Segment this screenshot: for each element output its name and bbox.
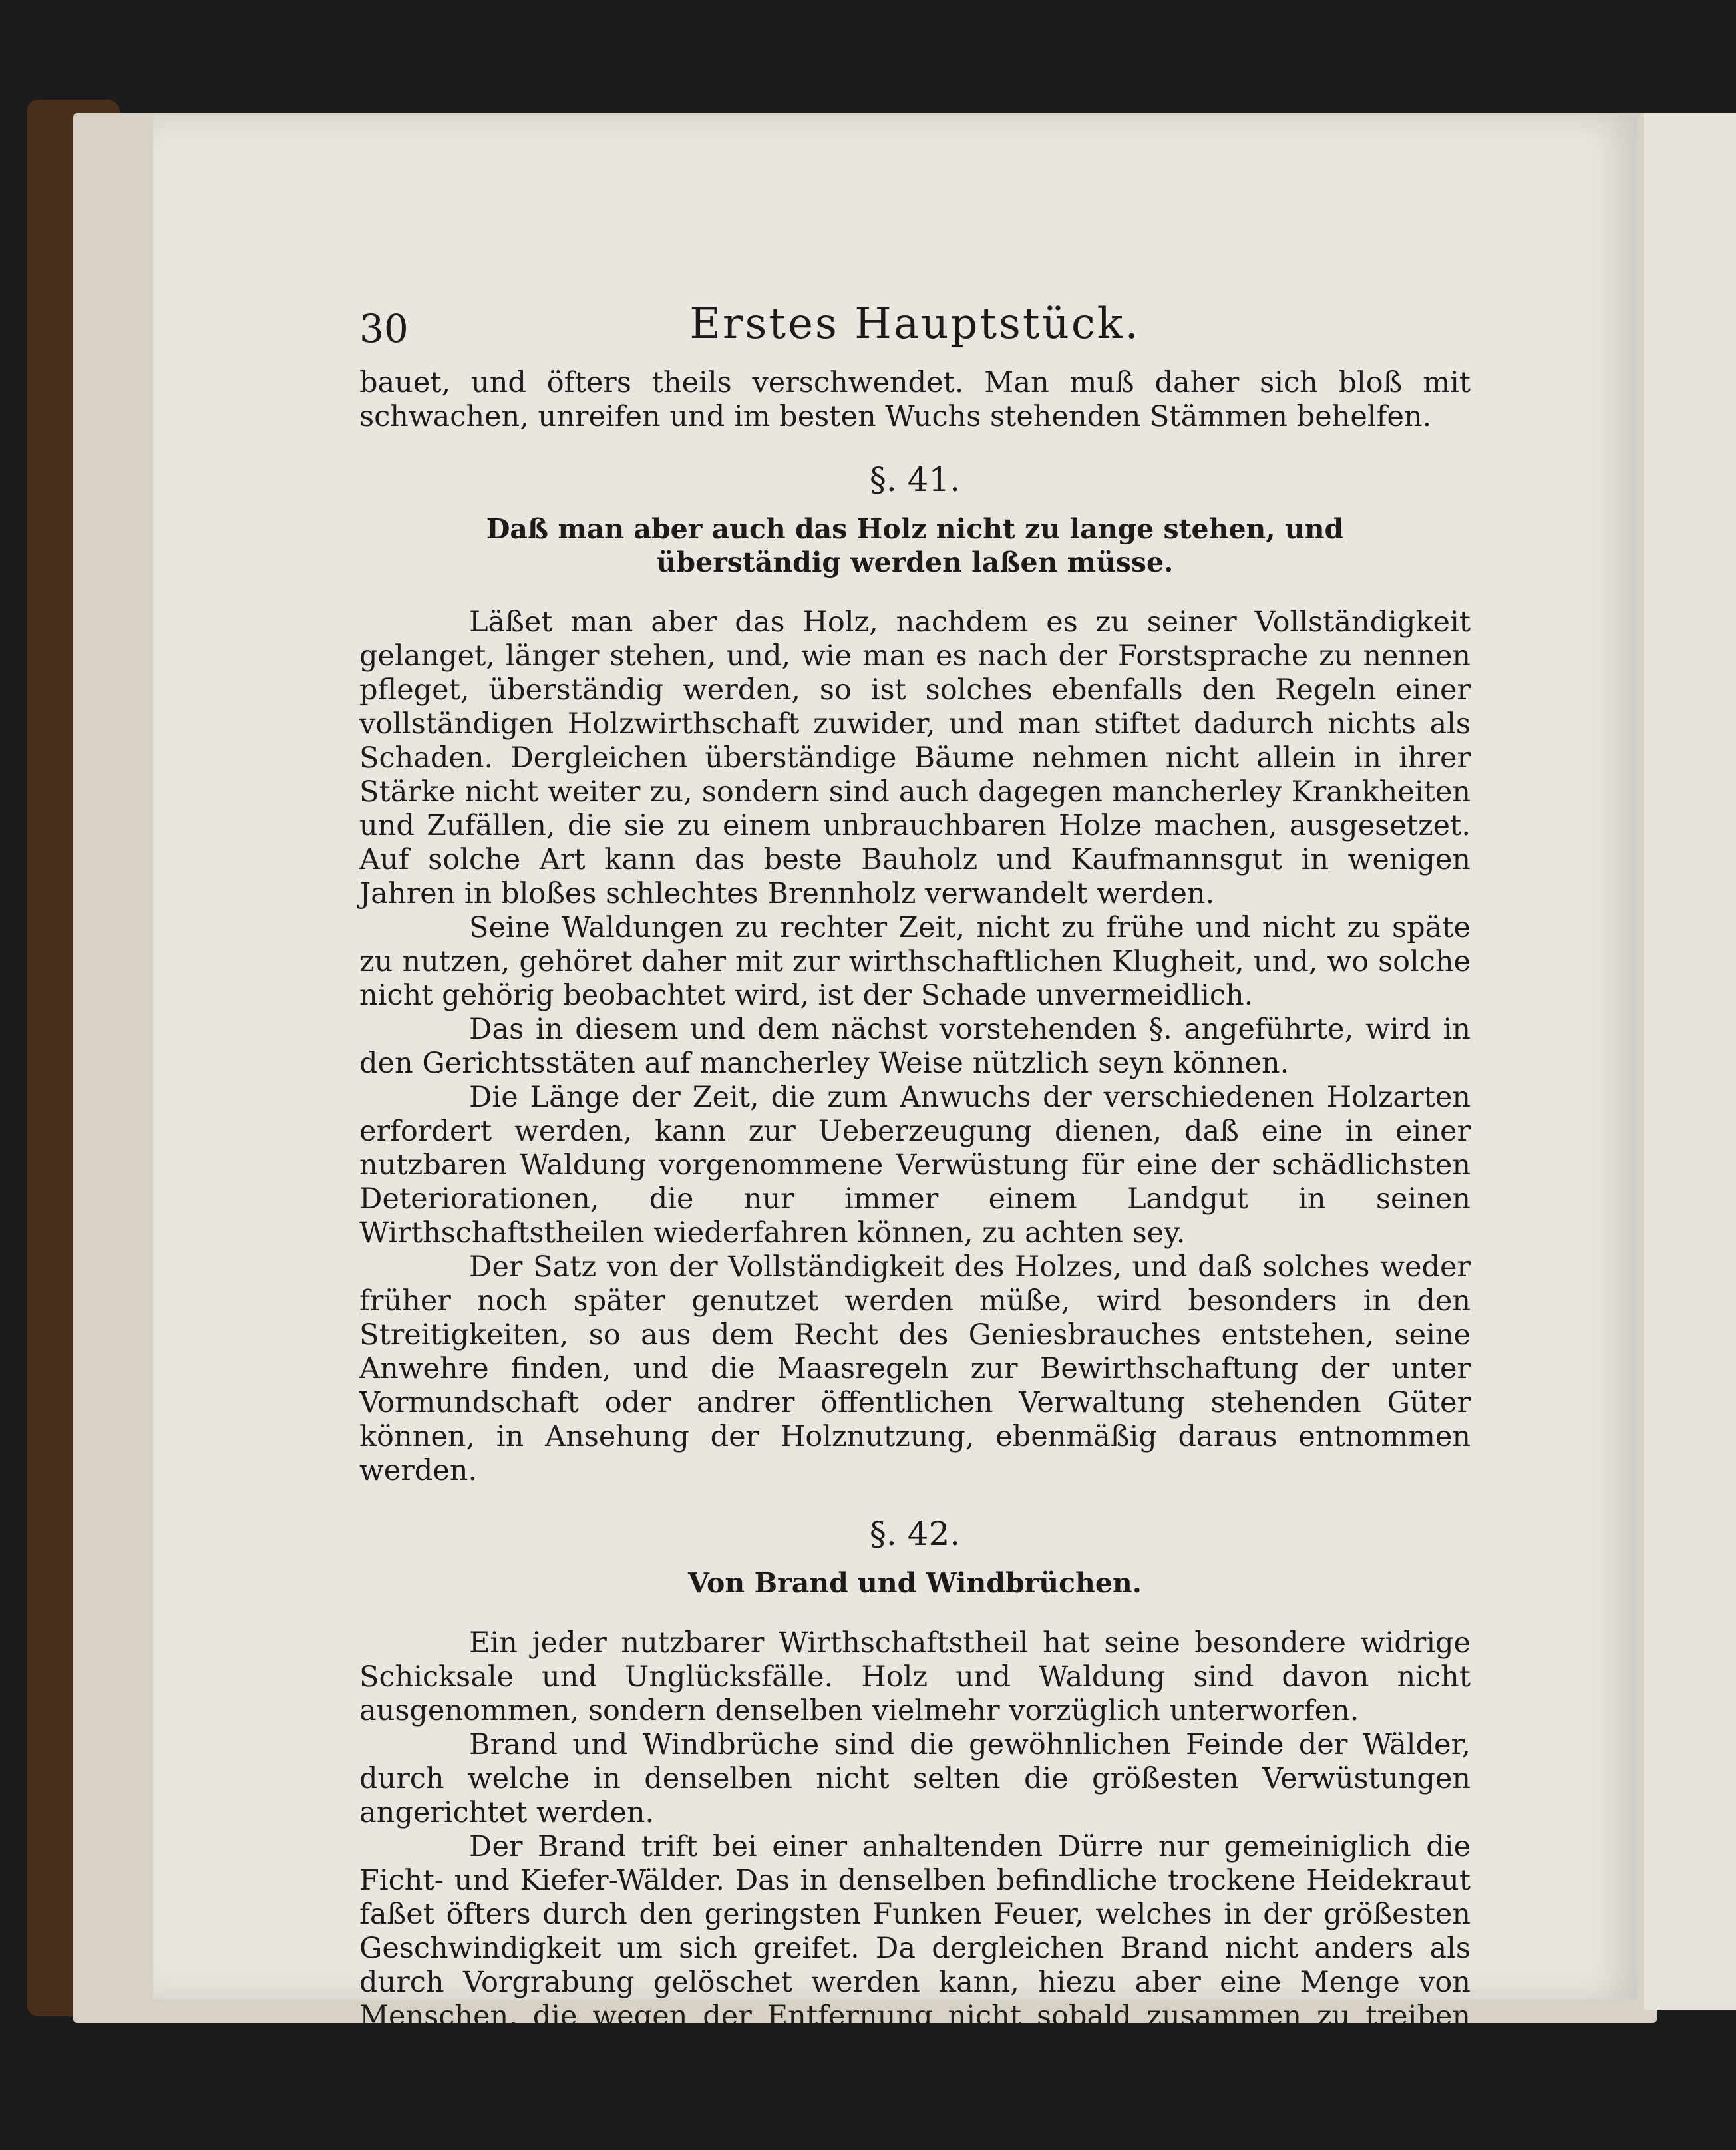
chapter-title: Erstes Hauptstück. <box>689 299 1140 349</box>
section-42-title: Von Brand und Windbrüchen. <box>687 1567 1142 1599</box>
section-41-title: Daß man aber auch das Holz nicht zu lange stehen, und überständig werden laßen müsse. <box>486 513 1344 578</box>
paragraph: Der Satz von der Vollständigkeit des Holzes, und daß solches weder früher noch später genutzet werden müße, wird besonders in den Streitigkeiten, so aus dem Recht des Geniesbrauches entstehen, seine Anwehre finden, und die Maasregeln zur Bewirthschaftung der unter Vormundschaft oder andrer öffentlichen Verwaltung stehenden Güter können, in Ansehung der Holznutzung, ebenmäßig daraus entnommen werden. <box>359 1250 1471 1487</box>
paragraph: Läßet man aber das Holz, nachdem es zu seiner Vollständigkeit gelanget, länger stehen, und, wie man es nach der Forstsprache zu nennen pfleget, überständig werden, so ist solches ebenfalls den Regeln einer vollständigen Holzwirthschaft zuwider, und man stiftet dadurch nichts als Schaden. Dergleichen überständige Bäume nehmen nicht allein in ihrer Stärke nicht weiter zu, sondern sind auch dagegen mancherley Krankheiten und Zufällen, die sie zu einem unbrauchbaren Holze machen, ausgesetzet. Auf solche Art kann das beste Bauholz und Kaufmannsgut in wenigen Jahren in bloßes schlechtes Brennholz verwandelt werden. <box>359 606 1471 910</box>
page-text <box>359 293 1471 2135</box>
facing-page-edge <box>1644 113 1736 2010</box>
running-head <box>359 293 1471 366</box>
paragraph: Brand und Windbrüche sind die gewöhnlichen Feinde der Wälder, durch welche in denselben nicht selten die größesten Verwüstungen angerichtet werden. <box>359 1728 1471 1829</box>
paragraph: Ein jeder nutzbarer Wirthschaftstheil hat seine besondere widrige Schicksale und Unglücksfälle. Holz und Waldung sind davon nicht ausgenommen, sondern denselben vielmehr vorzüglich unterworfen. <box>359 1626 1471 1727</box>
paragraph: Das in diesem und dem nächst vorstehenden §. angeführte, wird in den Gerichtsstäten auf mancherley Weise nützlich seyn können. <box>359 1013 1471 1080</box>
opening-paragraph: bauet, und öfters theils verschwendet. Man muß daher sich bloß mit schwachen, unreifen und im besten Wuchs stehenden Stämmen behelfen. <box>359 366 1471 433</box>
section-42-number: §. 42. <box>869 1515 961 1553</box>
section-41-number: §. 41. <box>869 460 961 499</box>
catchword: Wichtig- <box>1349 2101 1471 2135</box>
page-number: 30 <box>359 306 409 351</box>
paragraph: Die Länge der Zeit, die zum Anwuchs der verschiedenen Holzarten erfordert werden, kann zur Ueberzeugung dienen, daß eine in einer nutzbaren Waldung vorgenommene Verwüstung für eine der schädlichsten Deteriorationen, die nur immer einem Landgut in seinen Wirthschaftstheilen wiederfahren können, zu achten sey. <box>359 1081 1471 1250</box>
paragraph: Der Brand trift bei einer anhaltenden Dürre nur gemeiniglich die Ficht- und Kiefer-Wälder. Das in denselben befindliche trockene Heidekraut faßet öfters durch den geringsten Funken Feuer, welches in der größesten Geschwindigkeit um sich greifet. Da dergleichen Brand nicht anders als durch Vorgrabung gelöschet werden kann, hiezu aber eine Menge von Menschen, die wegen der Entfernung nicht sobald zusammen zu treiben sind, erfordert wird, so ist der daraus entstehende Schade meistentheils von sehr großer <box>359 1830 1471 2101</box>
paragraph: Seine Waldungen zu rechter Zeit, nicht zu frühe und nicht zu späte zu nutzen, gehöret daher mit zur wirthschaftlichen Klugheit, und, wo solche nicht gehörig beobachtet wird, ist der Schade unvermeidlich. <box>359 911 1471 1012</box>
